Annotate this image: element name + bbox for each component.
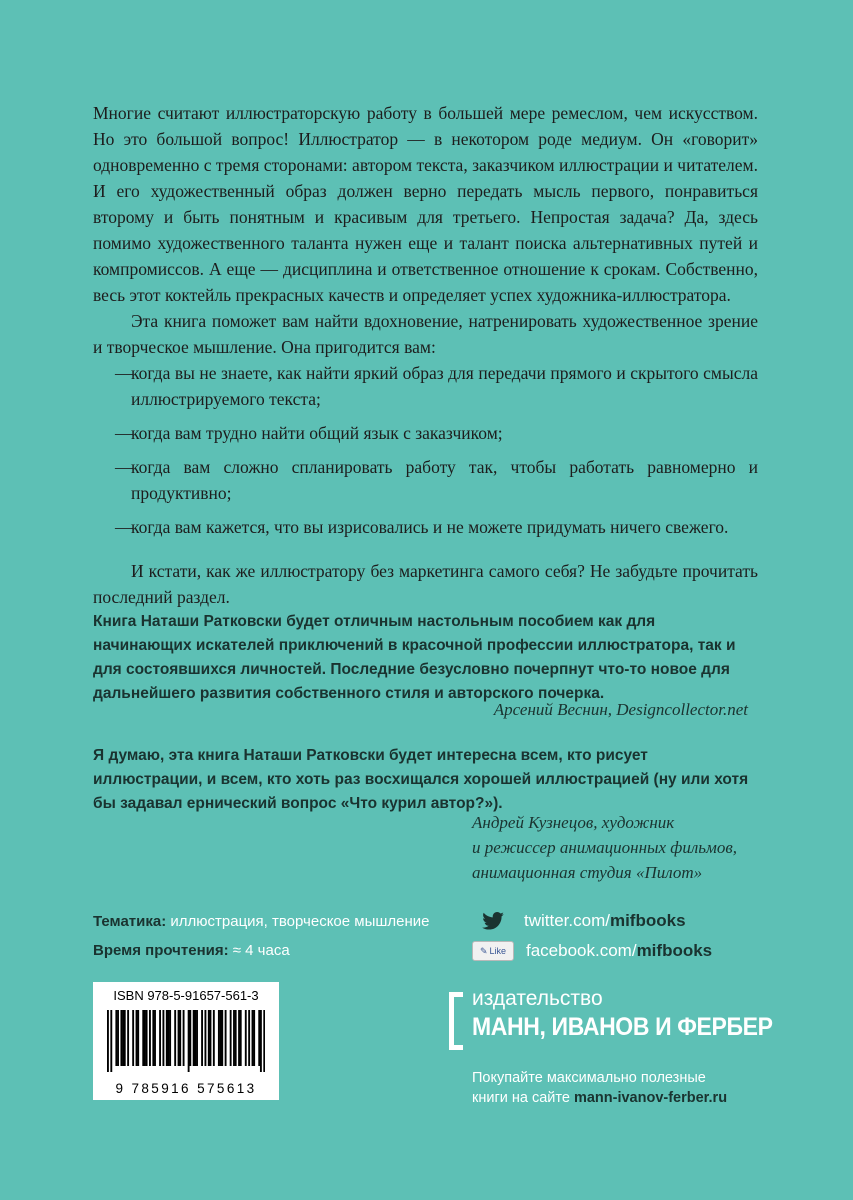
topic-line <box>93 913 430 930</box>
facebook-link[interactable] <box>472 941 712 961</box>
isbn-number: ISBN 978-5-91657-561-3 <box>113 988 259 1003</box>
twitter-icon <box>480 911 506 931</box>
topic-label: Тематика: <box>93 913 167 930</box>
barcode-digits: 9 785916 575613 <box>115 1081 257 1096</box>
intro-text <box>93 100 758 610</box>
publisher-bracket <box>449 992 463 1050</box>
benefit-list <box>93 360 758 540</box>
intro-paragraph-2: Эта книга поможет вам найти вдохновение, натренировать художественное зрение и творческое мышление. Она пригодится вам: <box>93 311 758 357</box>
list-item: — когда вам сложно спланировать работу так, чтобы работать равномерно и продуктивно; <box>93 454 758 506</box>
intro-paragraph-3: И кстати, как же иллюстратору без маркетинга самого себя? Не забудьте прочитать последний раздел. <box>93 561 758 607</box>
topic-value: иллюстрация, творческое мышление <box>170 913 430 930</box>
buy-note: Покупайте максимально полезные книги на сайте mann-ivanov-ferber.ru <box>472 1070 728 1106</box>
intro-paragraph-1: Многие считают иллюстраторскую работу в большей мере ремеслом, чем искусством. Но это большой вопрос! Иллюстратор — в некотором роде медиум. Он «говорит» одновременно с тремя сторонами: автором текста, заказчиком иллюстрации и читателем. И его художественный образ должен верно передать мысль первого, понравиться второму и быть понятным и красивым для третьего. Непростая задача? Да, здесь помимо художественного таланта нужен еще и талант поиска альтернативных путей и компромиссов. А еще — дисциплина и ответственное отношение к срокам. Собственно, весь этот коктейль прекрасных качеств и определяет успех художника-иллюстратора. <box>93 103 758 305</box>
review-quote-1: Книга Наташи Ратковски будет отличным настольным пособием как для начинающих искателей приключений в красочной профессии иллюстратора, так и для состоявшихся личностей. Последние безусловно почерпнут что-то новое для дальнейшего развития собственного стиля и авторского почерка. <box>93 613 736 702</box>
review-author-2: Андрей Кузнецов, художник и режиссер анимационных фильмов, анимационная студия «Пилот» <box>472 813 738 882</box>
list-item: — когда вам трудно найти общий язык с заказчиком; <box>93 420 758 446</box>
reading-time-value: ≈ 4 часа <box>232 942 290 959</box>
thumbs-up-icon: ✎ <box>479 945 488 956</box>
publisher-label: издательство <box>472 987 603 1010</box>
facebook-url: facebook.com/mifbooks <box>526 941 713 960</box>
barcode-bars <box>107 1010 265 1072</box>
list-item: — когда вы не знаете, как найти яркий образ для передачи прямого и скрытого смысла иллюстрируемого текста; <box>93 360 758 412</box>
twitter-link[interactable] <box>480 911 686 931</box>
reading-time-label: Время прочтения: <box>93 942 229 959</box>
publisher-site-link[interactable]: mann-ivanov-ferber.ru <box>573 1090 728 1106</box>
barcode <box>93 982 279 1100</box>
review-quote-2: Я думаю, эта книга Наташи Ратковски будет интересна всем, кто рисует иллюстрации, и всем, кто хоть раз восхищался хорошей иллюстрацией (ну или хотя бы задавал ернический вопрос «Что курил автор?»). <box>93 747 749 812</box>
twitter-url: twitter.com/mifbooks <box>524 911 686 930</box>
list-item: — когда вам кажется, что вы изрисовались и не можете придумать ничего свежего. <box>93 514 758 540</box>
publisher-name: МАНН, ИВАНОВ И ФЕРБЕР <box>472 1013 773 1041</box>
reading-time-line <box>93 942 290 959</box>
like-button[interactable]: ✎ Like <box>472 941 514 961</box>
review-author-1: Арсений Веснин, Designcollector.net <box>493 700 748 719</box>
